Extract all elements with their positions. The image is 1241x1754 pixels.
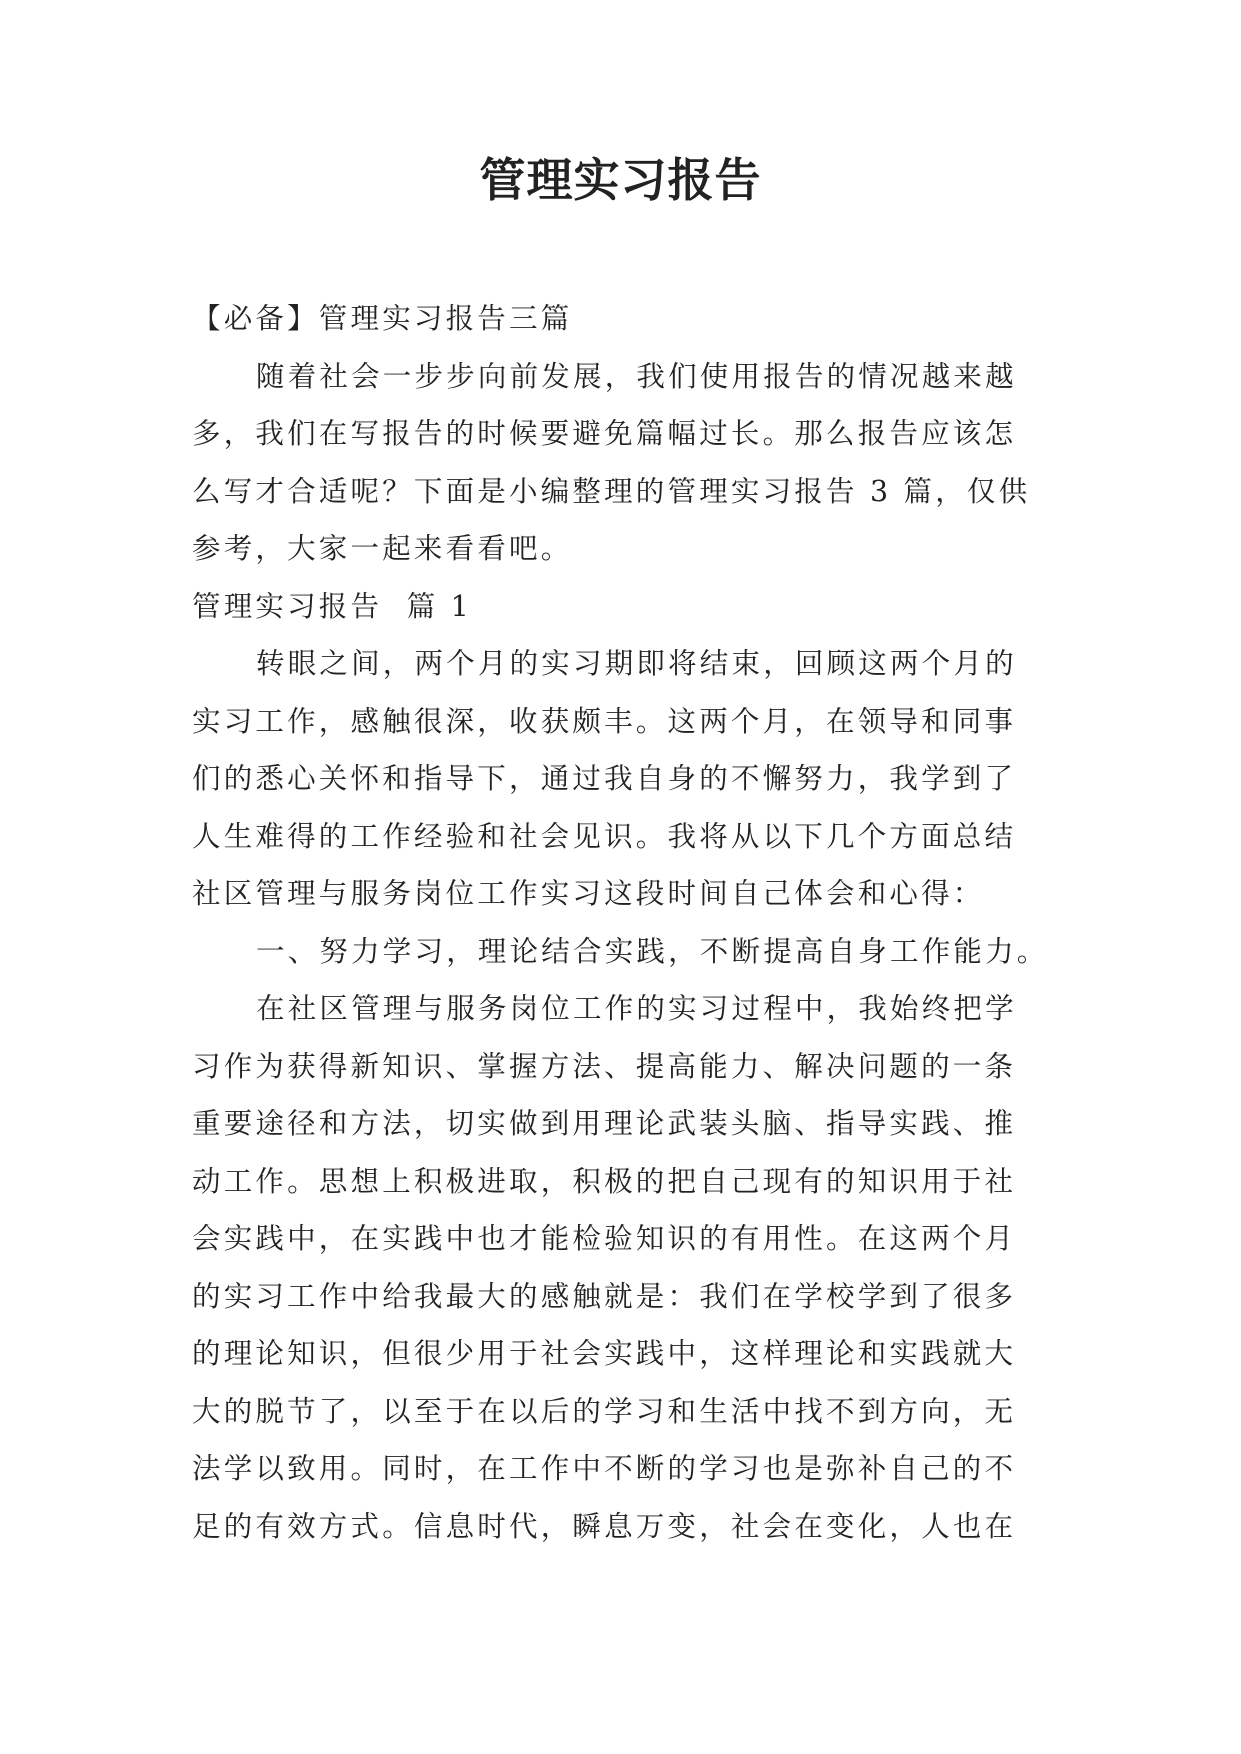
paragraph-2 <box>192 980 1054 1555</box>
intro-paragraph <box>192 348 1054 578</box>
text-line: 重要途径和方法，切实做到用理论武装头脑、指导实践、推 <box>192 1107 1017 1140</box>
paragraph-1 <box>192 635 1054 923</box>
text-line: 转眼之间，两个月的实习期即将结束，回顾这两个月的 <box>256 647 1017 680</box>
section-heading: 管理实习报告 篇 1 <box>192 589 473 623</box>
text-line: 多，我们在写报告的时候要避免篇幅过长。那么报告应该怎 <box>192 417 1017 450</box>
text-line: 法学以致用。同时，在工作中不断的学习也是弥补自己的不 <box>192 1452 1017 1485</box>
document-body <box>192 290 1054 1555</box>
text-line: 会实践中，在实践中也才能检验知识的有用性。在这两个月 <box>192 1222 1017 1255</box>
text-line: 大的脱节了，以至于在以后的学习和生活中找不到方向，无 <box>192 1394 1017 1428</box>
page-title: 管理实习报告 <box>479 153 762 207</box>
text-line: 的实习工作中给我最大的感触就是：我们在学校学到了很多 <box>192 1279 1017 1313</box>
text-line: 随着社会一步步向前发展，我们使用报告的情况越来越 <box>256 359 1017 393</box>
subtitle: 【必备】管理实习报告三篇 <box>192 302 573 335</box>
text-line: 参考，大家一起来看看吧。 <box>192 532 573 565</box>
text-line: 们的悉心关怀和指导下，通过我自身的不懈努力，我学到了 <box>192 762 1017 795</box>
point-heading: 一、努力学习，理论结合实践，不断提高自身工作能力。 <box>256 934 1049 968</box>
text-line: 么写才合适呢？下面是小编整理的管理实习报告 3 篇，仅供 <box>192 474 1031 508</box>
text-line: 实习工作，感触很深，收获颇丰。这两个月，在领导和同事 <box>192 704 1017 738</box>
text-line: 足的有效方式。信息时代，瞬息万变，社会在变化，人也在 <box>192 1509 1017 1543</box>
text-line: 社区管理与服务岗位工作实习这段时间自己体会和心得： <box>192 877 985 910</box>
text-line: 人生难得的工作经验和社会见识。我将从以下几个方面总结 <box>192 819 1017 853</box>
text-line: 在社区管理与服务岗位工作的实习过程中，我始终把学 <box>256 992 1017 1025</box>
text-line: 动工作。思想上积极进取，积极的把自己现有的知识用于社 <box>192 1164 1017 1198</box>
text-line: 的理论知识，但很少用于社会实践中，这样理论和实践就大 <box>192 1337 1017 1370</box>
text-line: 习作为获得新知识、掌握方法、提高能力、解决问题的一条 <box>192 1049 1017 1083</box>
